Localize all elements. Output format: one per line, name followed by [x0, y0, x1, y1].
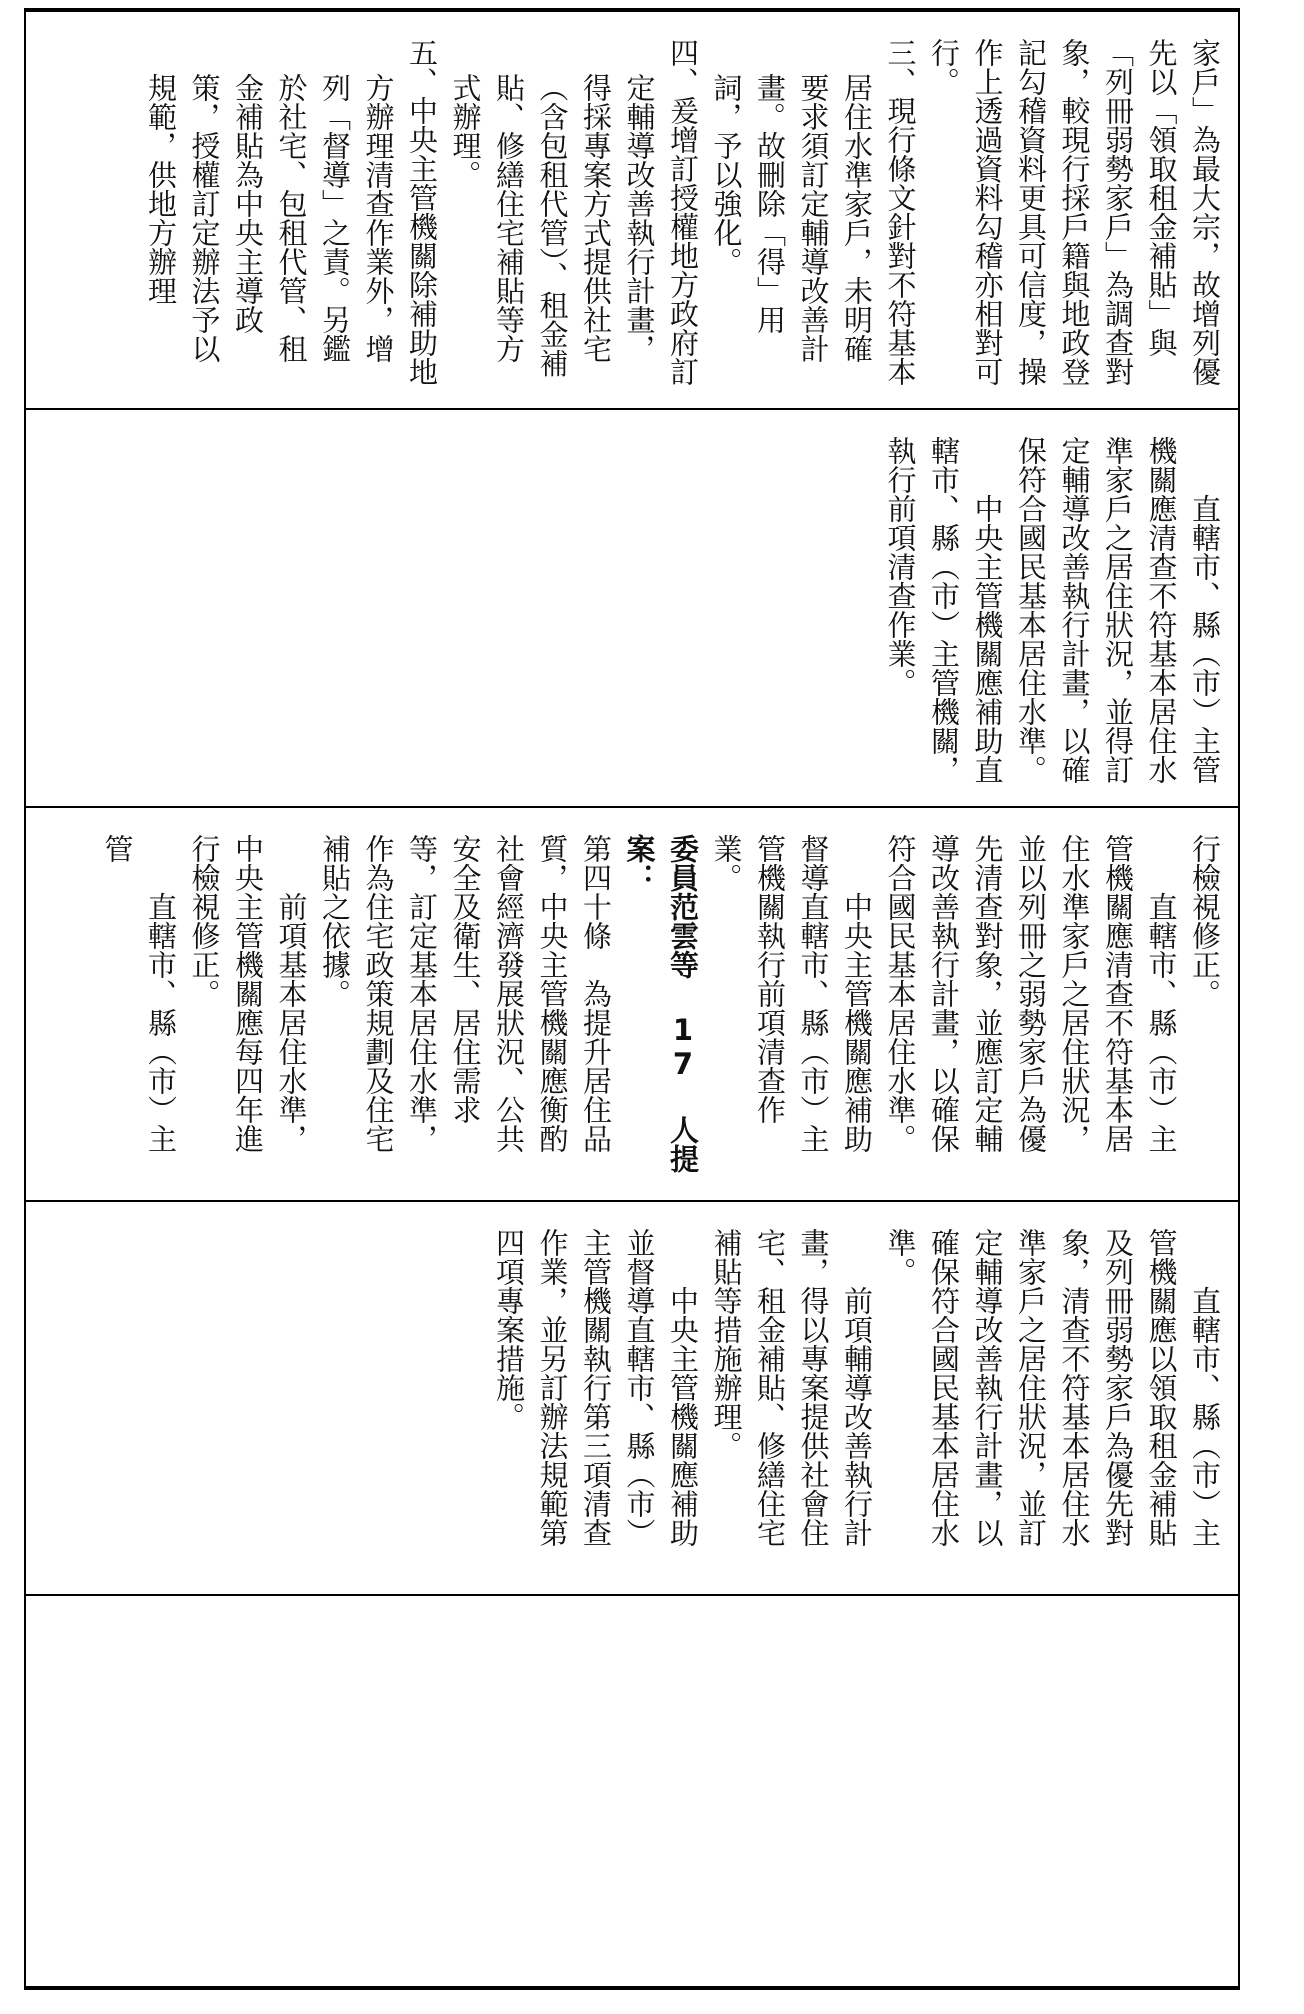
paragraph-1: 行檢視修正。 [1188, 834, 1222, 1008]
paragraph-1: 直轄市、縣（市）主管機關應清查不符基本居住水準家戶之居住狀況，並得訂定輔導改善執行計畫，以確保符合國民基本居住水準。 [1014, 436, 1222, 784]
text-cell-row-4 [24, 1202, 1240, 1594]
table-row-3 [24, 808, 1240, 1200]
paragraph-1: 直轄市、縣（市）主管機關應以領取租金補貼及列冊弱勢家戶為優先對象，清查不符基本居住水準家戶之居住狀況，並訂定輔導改善執行計畫，以確保符合國民基本居住水準。 [883, 1228, 1222, 1547]
text-cell-row-1 [24, 12, 1240, 408]
paragraph-2: 直轄市、縣（市）主管機關應清查不符基本居住水準家戶之居住狀況，並以列冊之弱勢家戶為優先清查對象，並應訂定輔導改善執行計畫，以確保符合國民基本居住水準。 [883, 834, 1179, 1153]
paragraph-7: 直轄市、縣（市）主管 [100, 834, 178, 1153]
paragraph-5: 第四十條 為提升居住品質，中央主管機關應衡酌社會經濟發展狀況、公共安全及衛生、居住需求等，訂定基本居住水準，作為住宅政策規劃及住宅補貼之依據。 [318, 834, 613, 1153]
paragraph-2: 三、現行條文針對不符基本居住水準家戶，未明確要求須訂定輔導改善計畫。故刪除「得」用詞，予以強化。 [709, 38, 918, 386]
text-cell-row-3 [24, 808, 1240, 1200]
table-row-4 [24, 1202, 1240, 1594]
paragraph-1: 家戶」為最大宗，故增列優先以「領取租金補貼」與「列冊弱勢家戶」為調查對象，較現行採戶籍與地政登記勾稽資料更具可信度，操作上透過資料勾稽亦相對可行。 [927, 38, 1222, 386]
table-row-5 [24, 1596, 1240, 1986]
proposal-heading: 委員范雲等 17 人提案： [622, 834, 700, 1173]
text-cell-row-5 [24, 1596, 1240, 1986]
paragraph-4: 五、中央主管機關除補助地方辦理清查作業外，增列「督導」之責。另鑑於社宅、包租代管、租金補貼為中央主導政策，授權訂定辦法予以規範，供地方辦理 [144, 38, 439, 386]
paragraph-3: 四、爰增訂授權地方政府訂定輔導改善執行計畫，得採專案方式提供社宅（含包租代管）、租金補貼、修繕住宅補貼等方式辦理。 [448, 38, 700, 386]
table-row-1 [24, 12, 1240, 408]
paragraph-2: 中央主管機關應補助直轄市、縣（市）主管機關，執行前項清查作業。 [883, 436, 1005, 784]
paragraph-2: 前項輔導改善執行計畫，得以專案提供社會住宅、租金補貼、修繕住宅補貼等措施辦理。 [709, 1228, 874, 1547]
paragraph-3: 中央主管機關應補助督導直轄市、縣（市）主管機關執行前項清查作業。 [709, 834, 874, 1153]
bottom-rule [24, 1986, 1240, 1990]
paragraph-3: 中央主管機關應補助並督導直轄市、縣（市）主管機關執行第三項清查作業，並另訂辦法規範第四項專案措施。 [492, 1228, 700, 1547]
text-cell-row-2 [24, 410, 1240, 806]
table-row-2 [24, 410, 1240, 806]
paragraph-6: 前項基本居住水準，中央主管機關應每四年進行檢視修正。 [187, 834, 309, 1153]
